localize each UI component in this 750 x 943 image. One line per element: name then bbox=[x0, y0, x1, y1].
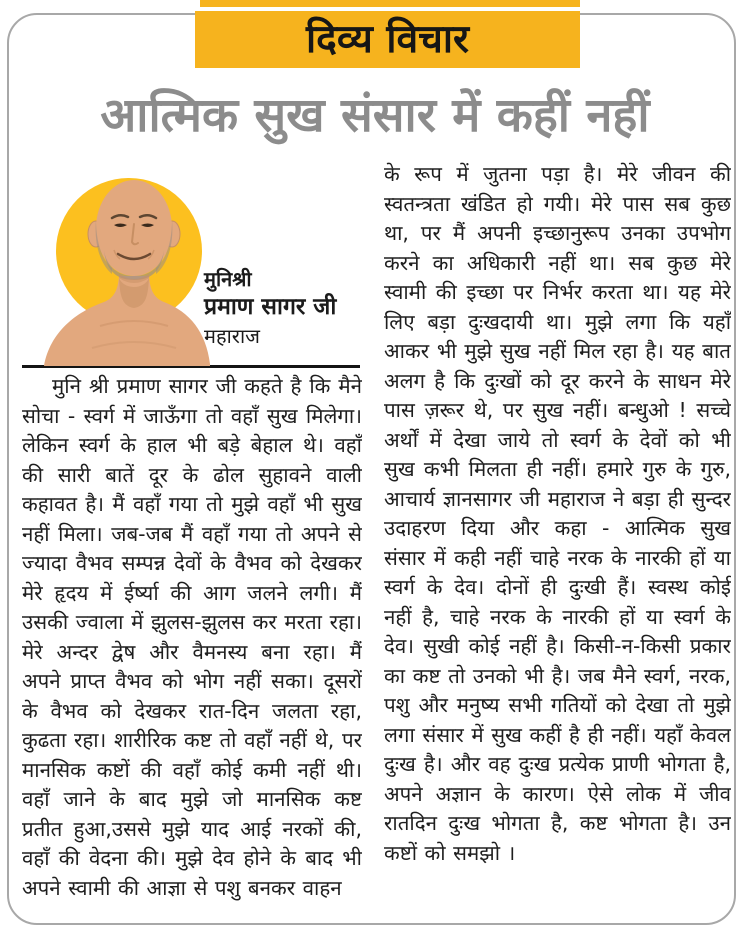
author-prefix: मुनिश्री bbox=[204, 267, 252, 291]
section-banner bbox=[195, 11, 580, 68]
author-suffix: महाराज bbox=[204, 324, 260, 348]
author-caption bbox=[204, 266, 364, 350]
author-name: प्रमाण सागर जी bbox=[204, 294, 337, 320]
section-banner-label: दिव्य विचार bbox=[306, 17, 469, 62]
author-photo bbox=[40, 166, 210, 366]
article-headline: आत्मिक सुख संसार में कहीं नहीं bbox=[100, 88, 650, 143]
article-column-right: के रूप में जुतना पड़ा है। मेरे जीवन की स्वतन्त्रता खंडित हो गयी। मेरे पास सब कुछ था, पर मैं अपनी इच्छानुरूप उनका उपभोग करने का अधिकारी नहीं था। सब कुछ मेरे स्वामी की इच्छा पर निर्भर करता था। यह मेरे लिए बड़ा दुःखदायी था। मुझे लगा कि यहाँ आकर भी मुझे सुख नहीं मिल रहा है। यह बात अलग है कि दुःखों को दूर करने के साधन मेरे पास ज़रूर थे, पर सुख नहीं। बन्धुओ ! सच्चे अर्थों में देखा जाये तो स्वर्ग के देवों को भी सुख कभी मिलता ही नहीं। हमारे गुरु के गुरु, आचार्य ज्ञानसागर जी महाराज ने बड़ा ही सुन्दर उदाहरण दिया और कहा - आत्मिक सुख संसार में कही नहीं चाहे नरक के नारकी हों या स्वर्ग के देव। दोनों ही दुःखी हैं। स्वस्थ कोई नहीं है, चाहे नरक के नारकी हों या स्वर्ग के देव। सुखी कोई नहीं है। किसी-न-किसी प्रकार का कष्ट तो उनको भी है। जब मैने स्वर्ग, नरक, पशु और मनुष्य सभी गतियों को देखा तो मुझे लगा संसार में सुख कहीं है ही नहीं। यहाँ केवल दुःख है। और वह दुःख प्रत्येक प्राणी भोगता है, अपने अज्ञान के कारण। ऐसे लोक में जीव रातदिन दुःख भोगता है, कष्ट भोगता है। उन कष्टों को समझो । bbox=[384, 162, 731, 865]
top-yellow-strip bbox=[200, 0, 580, 7]
monk-portrait-illustration bbox=[40, 166, 210, 366]
article-column-left: मुनि श्री प्रमाण सागर जी कहते है कि मैने सोचा - स्वर्ग में जाऊँगा तो वहाँ सुख मिलेगा। लेकिन स्वर्ग के हाल भी बड़े बेहाल थे। वहाँ की सारी बातें दूर के ढोल सुहावने वाली कहावत है। मैं वहाँ गया तो मुझे वहाँ भी सुख नहीं मिला। जब-जब मैं वहाँ गया तो अपने से ज्यादा वैभव सम्पन्न देवों के वैभव को देखकर मेरे हृदय में ईर्ष्या की आग जलने लगी। मैं उसकी ज्वाला में झुलस-झुलस कर मरता रहा। मेरे अन्दर द्वेष और वैमनस्य बना रहा। मैं अपने प्राप्त वैभव को भोग नहीं सका। दूसरों के वैभव को देखकर रात-दिन जलता रहा, कुढता रहा। शारीरिक कष्ट तो वहाँ नहीं थे, पर मानसिक कष्टों की वहाँ कोई कमी नहीं थी। वहाँ जाने के बाद मुझे जो मानसिक कष्ट प्रतीत हुआ,उससे मुझे याद आई नरकों की, वहाँ की वेदना की। मुझे देव होने के बाद भी अपने स्वामी की आज्ञा से पशु बनकर वाहन bbox=[22, 374, 362, 900]
